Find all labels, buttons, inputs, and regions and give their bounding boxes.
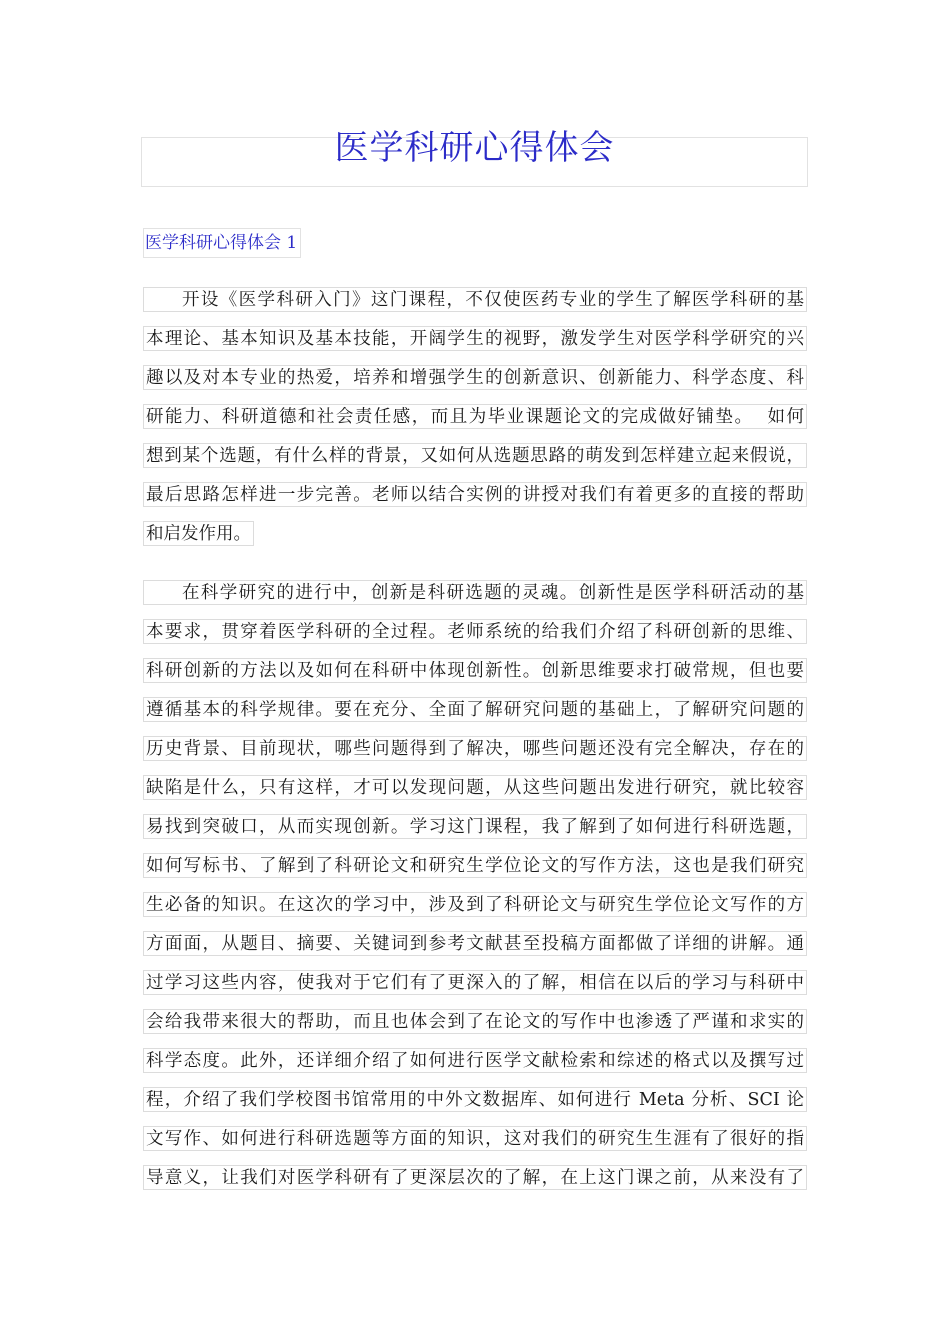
- paragraph-line: [143, 475, 807, 514]
- paragraph-line: [143, 963, 807, 1002]
- paragraph-line: [143, 514, 807, 553]
- line-text: 本要求，贯穿着医学科研的全过程。老师系统的给我们介绍了科研创新的思维、: [143, 619, 807, 644]
- line-text: 历史背景、目前现状，哪些问题得到了解决，哪些问题还没有完全解决，存在的: [143, 736, 807, 761]
- paragraph-line: [143, 1158, 807, 1197]
- line-text: 生必备的知识。在这次的学习中，涉及到了科研论文与研究生学位论文写作的方: [143, 892, 807, 917]
- line-text: 想到某个选题，有什么样的背景，又如何从选题思路的萌发到怎样建立起来假说，: [143, 443, 807, 468]
- line-text: 方面面，从题目、摘要、关键词到参考文献甚至投稿方面都做了详细的讲解。通: [143, 931, 807, 956]
- line-text: 和启发作用。: [143, 521, 254, 546]
- line-text: 过学习这些内容，使我对于它们有了更深入的了解，相信在以后的学习与科研中: [143, 970, 807, 995]
- section-heading: 医学科研心得体会 1: [143, 228, 301, 258]
- paragraph-line: [143, 436, 807, 475]
- line-text: 在科学研究的进行中，创新是科研选题的灵魂。创新性是医学科研活动的基: [143, 580, 807, 605]
- paragraph-line: [143, 1041, 807, 1080]
- paragraph-line: [143, 319, 807, 358]
- paragraph-line: [143, 358, 807, 397]
- line-text: 科学态度。此外，还详细介绍了如何进行医学文献检索和综述的格式以及撰写过: [143, 1048, 807, 1073]
- paragraph-line: [143, 651, 807, 690]
- paragraph-line: [143, 924, 807, 963]
- line-text: 会给我带来很大的帮助，而且也体会到了在论文的写作中也渗透了严谨和求实的: [143, 1009, 807, 1034]
- paragraph-line: [143, 1080, 807, 1119]
- document-title-box: [141, 128, 808, 187]
- line-text: 易找到突破口，从而实现创新。学习这门课程，我了解到了如何进行科研选题，: [143, 814, 807, 839]
- line-text: 遵循基本的科学规律。要在充分、全面了解研究问题的基础上，了解研究问题的: [143, 697, 807, 722]
- paragraph-line: [143, 807, 807, 846]
- paragraph-line: [143, 1119, 807, 1158]
- paragraph-line: [143, 573, 807, 612]
- paragraph-line: [143, 397, 807, 436]
- line-text: 文写作、如何进行科研选题等方面的知识，这对我们的研究生生涯有了很好的指: [143, 1126, 807, 1151]
- paragraph-line: [143, 846, 807, 885]
- line-text: 程，介绍了我们学校图书馆常用的中外文数据库、如何进行 Meta 分析、SCI 论: [143, 1087, 807, 1112]
- paragraph-line: [143, 768, 807, 807]
- line-text: 开设《医学科研入门》这门课程，不仅使医药专业的学生了解医学科研的基: [143, 287, 807, 312]
- paragraph-line: [143, 280, 807, 319]
- paragraph-line: [143, 612, 807, 651]
- line-text: 本理论、基本知识及基本技能，开阔学生的视野，激发学生对医学科学研究的兴: [143, 326, 807, 351]
- line-text: 趣以及对本专业的热爱，培养和增强学生的创新意识、创新能力、科学态度、科: [143, 365, 807, 390]
- line-text: 如何写标书、了解到了科研论文和研究生学位论文的写作方法，这也是我们研究: [143, 853, 807, 878]
- line-text: 导意义，让我们对医学科研有了更深层次的了解，在上这门课之前，从来没有了: [143, 1165, 807, 1190]
- line-text: 缺陷是什么，只有这样，才可以发现问题，从这些问题出发进行研究，就比较容: [143, 775, 807, 800]
- paragraph-line: [143, 690, 807, 729]
- line-text: 研能力、科研道德和社会责任感，而且为毕业课题论文的完成做好铺垫。 如何: [143, 404, 807, 429]
- paragraph-2: [143, 573, 807, 1197]
- document-title: 医学科研心得体会: [334, 128, 615, 168]
- paragraph-1: [143, 280, 807, 553]
- paragraph-line: [143, 729, 807, 768]
- line-text: 最后思路怎样进一步完善。老师以结合实例的讲授对我们有着更多的直接的帮助: [143, 482, 807, 507]
- line-text: 科研创新的方法以及如何在科研中体现创新性。创新思维要求打破常规，但也要: [143, 658, 807, 683]
- paragraph-line: [143, 885, 807, 924]
- paragraph-line: [143, 1002, 807, 1041]
